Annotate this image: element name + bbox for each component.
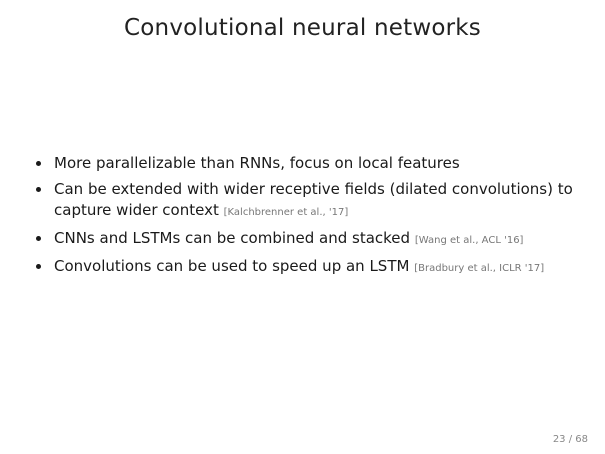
citation: [Kalchbrenner et al., '17]	[223, 207, 349, 218]
bullet-item	[35, 179, 595, 223]
bullet-list	[35, 153, 595, 284]
page-number: 23 / 68	[552, 434, 588, 445]
bullet-text: Convolutions can be used to speed up an LSTM	[54, 257, 410, 275]
bullet-dot-icon	[36, 187, 41, 192]
bullet-text: Can be extended with wider receptive fields (dilated convolutions) to capture wider context	[54, 180, 573, 219]
slide-title: Convolutional neural networks	[124, 15, 481, 41]
bullet-dot-icon	[36, 236, 41, 241]
bullet-dot-icon	[36, 161, 41, 166]
bullet-text: More parallelizable than RNNs, focus on local features	[54, 154, 460, 172]
bullet-text: CNNs and LSTMs can be combined and stacked	[54, 229, 411, 247]
citation: [Wang et al., ACL '16]	[414, 235, 524, 246]
bullet-item	[35, 228, 595, 251]
bullet-dot-icon	[36, 264, 41, 269]
bullet-item	[35, 256, 595, 279]
citation: [Bradbury et al., ICLR '17]	[414, 263, 545, 274]
bullet-item	[35, 153, 595, 174]
